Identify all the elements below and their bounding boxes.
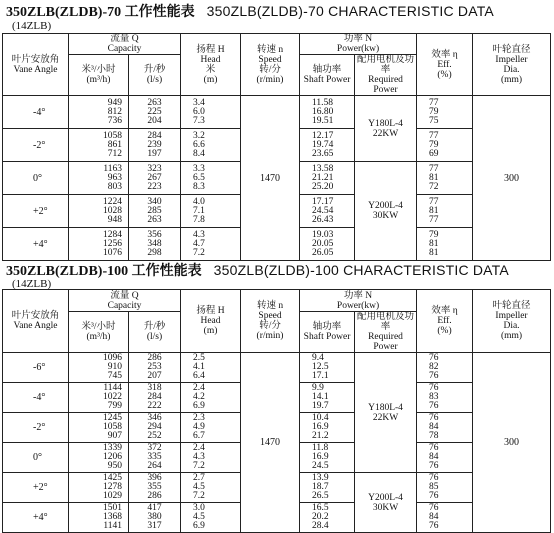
vane-angle: +2° (3, 195, 69, 228)
shaft-power: 13.58 21.21 25.20 (300, 162, 355, 195)
shaft-power: 13.9 18.7 26.5 (300, 473, 355, 503)
impeller-dia: 300 (473, 353, 551, 533)
capacity-ls: 263 225 204 (129, 96, 181, 129)
header-efficiency: 效率 η Eff. (%) (417, 34, 473, 96)
header-head: 扬程 H Head 米 (m) (181, 34, 241, 96)
efficiency: 77 79 69 (417, 129, 473, 162)
capacity-ls: 286 253 207 (129, 353, 181, 383)
header-capacity: 流量 Q Capacity (69, 290, 181, 312)
efficiency: 76 84 78 (417, 413, 473, 443)
vane-angle: -4° (3, 383, 69, 413)
header-capacity-ls: 升/秒 (l/s) (129, 312, 181, 353)
header-power: 功率 N Power(kw) (300, 34, 417, 55)
header-shaft-power: 轴功率 Shaft Power (300, 55, 355, 96)
shaft-power: 16.5 20.2 28.4 (300, 503, 355, 533)
efficiency: 76 82 76 (417, 353, 473, 383)
head-value: 3.0 4.5 6.9 (181, 503, 241, 533)
head-value: 4.0 7.1 7.8 (181, 195, 241, 228)
shaft-power: 11.8 16.9 24.5 (300, 443, 355, 473)
header-shaft-power: 轴功率 Shaft Power (300, 312, 355, 353)
subtitle: (14ZLB) (12, 20, 52, 32)
vane-angle: +2° (3, 473, 69, 503)
header-efficiency: 效率 η Eff. (%) (417, 290, 473, 353)
speed-value: 1470 (241, 96, 300, 261)
capacity-ls: 356 348 298 (129, 228, 181, 261)
table-title (6, 262, 509, 280)
capacity-m3h: 1501 1368 1141 (69, 503, 129, 533)
header-speed: 转速 n Speed 转/分 (r/min) (241, 34, 300, 96)
header-capacity: 流量 Q Capacity (69, 34, 181, 55)
shaft-power: 19.03 20.05 26.05 (300, 228, 355, 261)
efficiency: 76 83 76 (417, 383, 473, 413)
shaft-power: 12.17 19.74 23.65 (300, 129, 355, 162)
head-value: 4.3 4.7 7.2 (181, 228, 241, 261)
efficiency: 76 84 76 (417, 443, 473, 473)
efficiency: 77 81 77 (417, 195, 473, 228)
efficiency: 79 81 81 (417, 228, 473, 261)
capacity-m3h: 1144 1022 799 (69, 383, 129, 413)
head-value: 2.3 4.9 6.7 (181, 413, 241, 443)
capacity-m3h: 1284 1256 1076 (69, 228, 129, 261)
required-power: Y180L-4 22KW (355, 96, 417, 162)
capacity-m3h: 1245 1058 907 (69, 413, 129, 443)
header-required-power: 配用电机及功率 Required Power (355, 55, 417, 96)
vane-angle: -2° (3, 129, 69, 162)
capacity-ls: 396 355 286 (129, 473, 181, 503)
header-power: 功率 N Power(kw) (300, 290, 417, 312)
title-cn: 350ZLB(ZLDB)-70 工作性能表 (6, 5, 195, 20)
capacity-m3h: 1224 1028 948 (69, 195, 129, 228)
vane-angle: -4° (3, 96, 69, 129)
head-value: 3.3 6.5 8.3 (181, 162, 241, 195)
head-value: 2.7 4.5 7.2 (181, 473, 241, 503)
head-value: 3.4 6.0 7.3 (181, 96, 241, 129)
head-value: 3.2 6.6 8.4 (181, 129, 241, 162)
required-power: Y180L-4 22KW (355, 353, 417, 473)
capacity-ls: 346 294 252 (129, 413, 181, 443)
title-cn: 350ZLB(ZLDB)-100 工作性能表 (6, 264, 202, 279)
efficiency: 77 81 72 (417, 162, 473, 195)
title-en: 350ZLB(ZLDB)-70 CHARACTERISTIC DATA (206, 3, 494, 19)
shaft-power: 11.58 16.80 19.51 (300, 96, 355, 129)
head-value: 2.4 4.2 6.9 (181, 383, 241, 413)
capacity-ls: 417 380 317 (129, 503, 181, 533)
required-power: Y200L-4 30KW (355, 162, 417, 261)
header-impeller: 叶轮直径 Impeller Dia. (mm) (473, 290, 551, 353)
header-impeller: 叶轮直径 Impeller Dia. (mm) (473, 34, 551, 96)
capacity-ls: 372 335 264 (129, 443, 181, 473)
capacity-m3h: 1096 910 745 (69, 353, 129, 383)
vane-angle: +4° (3, 503, 69, 533)
vane-angle: -2° (3, 413, 69, 443)
shaft-power: 9.4 12.5 17.1 (300, 353, 355, 383)
characteristic-table (2, 289, 551, 533)
vane-angle: +4° (3, 228, 69, 261)
required-power: Y200L-4 30KW (355, 473, 417, 533)
capacity-m3h: 1163 963 803 (69, 162, 129, 195)
capacity-m3h: 949 812 736 (69, 96, 129, 129)
impeller-dia: 300 (473, 96, 551, 261)
subtitle: (14ZLB) (12, 278, 52, 290)
capacity-m3h: 1058 861 712 (69, 129, 129, 162)
header-head: 扬程 H Head (m) (181, 290, 241, 353)
table-title (6, 3, 494, 21)
vane-angle: 0° (3, 162, 69, 195)
efficiency: 76 84 76 (417, 503, 473, 533)
header-capacity-ls: 升/秒 (l/s) (129, 55, 181, 96)
header-vane-angle: 叶片安放角 Vane Angle (3, 290, 69, 353)
header-vane-angle: 叶片安放角 Vane Angle (3, 34, 69, 96)
header-capacity-m3h: 米³/小时 (m³/h) (69, 55, 129, 96)
header-capacity-m3h: 米³/小时 (m³/h) (69, 312, 129, 353)
characteristic-table (2, 33, 551, 261)
table-row (3, 353, 551, 383)
capacity-ls: 340 285 263 (129, 195, 181, 228)
header-required-power: 配用电机及功率 Required Power (355, 312, 417, 353)
header-speed: 转速 n Speed 转/分 (r/min) (241, 290, 300, 353)
capacity-m3h: 1339 1206 950 (69, 443, 129, 473)
shaft-power: 17.17 24.54 26.43 (300, 195, 355, 228)
vane-angle: 0° (3, 443, 69, 473)
efficiency: 77 79 75 (417, 96, 473, 129)
vane-angle: -6° (3, 353, 69, 383)
table-row (3, 96, 551, 129)
capacity-ls: 323 267 223 (129, 162, 181, 195)
capacity-ls: 284 239 197 (129, 129, 181, 162)
speed-value: 1470 (241, 353, 300, 533)
shaft-power: 9.9 14.1 19.7 (300, 383, 355, 413)
head-value: 2.4 4.3 7.2 (181, 443, 241, 473)
title-en: 350ZLB(ZLDB)-100 CHARACTERISTIC DATA (213, 262, 509, 278)
shaft-power: 10.4 16.9 21.2 (300, 413, 355, 443)
capacity-ls: 318 284 222 (129, 383, 181, 413)
head-value: 2.5 4.1 6.4 (181, 353, 241, 383)
efficiency: 76 85 76 (417, 473, 473, 503)
capacity-m3h: 1425 1278 1029 (69, 473, 129, 503)
